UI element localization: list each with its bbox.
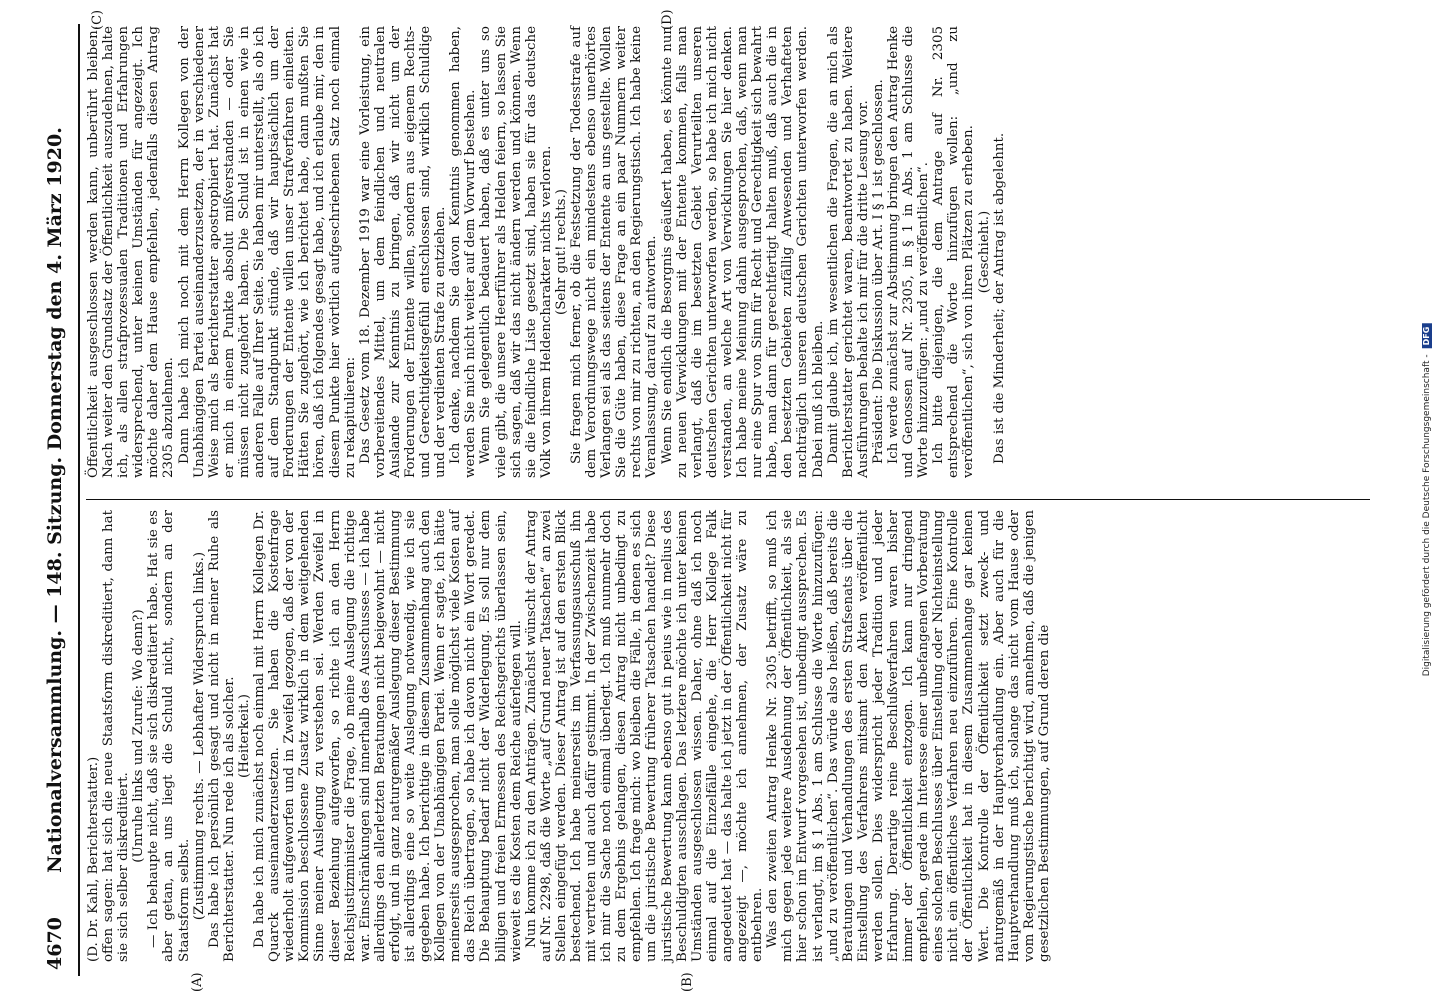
paragraph: Dann habe ich mich noch mit dem Herrn Kollegen von der Unabhängigen Partei auseinanderzusetzen, der in verschiedener Weise mich als Berichterstatter apostrophiert hat. Zunächst hat er mich in einem Punkte absolut mißverstanden — oder Sie müssen nicht zugehört haben. Die Schuld ist in einen wie in anderen Falle auf Ihrer Seite. Sie haben mir unterstellt, als ob ich auf dem Standpunkt stünde, daß wir hauptsächlich um der Forderungen der Entente willen unser Strafverfahren einleiten. Hätten Sie zugehört, wie ich berichtet habe, dann mußten Sie hören, daß ich folgendes gesagt habe, und ich erlaube mir, den in diesem Punkte hier wörtlich aufgeschriebenen Satz noch einmal zu rekapitulieren: (176, 26, 358, 478)
paragraph: Damit glaube ich, im wesentlichen die Fragen, die an mich als Berichterstatter gerichtet waren, beantwortet zu haben. Weitere Ausführungen behalte ich mir für die dritte Lesung vor. (825, 26, 871, 478)
right-text-column (86, 26, 1007, 478)
margin-letter-c: (C) (90, 9, 105, 30)
paragraph: Ich denke, nachdem Sie davon Kenntnis genommen haben, werden Sie mich nicht weiter auf dem Vorwurf bestehen. (448, 26, 479, 478)
paragraph: Da habe ich mich zunächst noch einmal mit Herrn Kollegen Dr. Quarck auseinanderzusetzen. Sie haben die Kostenfrage wiederholt aufgeworfen und in Zweifel gezogen, daß der von der Kommission beschlossene Zusatz wirklich in dem weitgehenden Sinne meiner Auslegung zu verstehen sei. Werden Zweifel in dieser Beziehung aufgeworfen, so richte ich an den Herrn Reichsjustizminister die Frage, ob meine Auslegung die richtige war. Einschränkungen sind innerhalb des Ausschusses — ich habe allerdings den allerletzten Beratungen nicht beigewohnt — nicht erfolgt, und in ganz naturgemäßer Auslegung dieser Bestimmung ist allerdings eine so weite Auslegung notwendig, wie ich sie gegeben habe. Ich berichtige in diesem Zusammenhang auch den Kollegen von der Unabhängigen Partei. Wenn er sagte, ich hätte meinerseits ausgesprochen, man solle möglichst viele Kosten auf das Reich übertragen, so habe ich davon nicht ein Wort geredet. Die Behauptung bedarf nicht der Widerlegung. Es soll nur dem billigen und freien Ermessen des Reichsgerichts überlassen sein, wieweit es die Kosten dem Reiche auferlegen will. (252, 510, 524, 962)
paragraph: Präsident: Die Diskussion über Art. I § 1 ist geschlossen. (870, 79, 886, 464)
credit-text: Digitalisierung gefördert durch die Deutsche Forschungsgemeinschaft - (1422, 354, 1432, 677)
paragraph: Nun komme ich zu den Anträgen. Zunächst wünscht der Antrag auf Nr. 2298, daß die Worte „auf Grund neuer Tatsachen“ an zwei Stellen eingefügt werden. Dieser Antrag ist auf den ersten Blick bestechend. Ich habe meinerseits im Verfassungsausschuß ihn mit vertreten und auch dafür gestimmt. In der Zwischenzeit habe ich mir die Sache noch einmal überlegt. Ich muß nunmehr doch zu dem Ergebnis gelangen, diesen Antrag nicht unbedingt zu empfehlen. Ich frage mich: wo bleiben die Fälle, in denen es sich um die juristische Bewertung früherer Tatsachen handelt? Diese juristische Bewertung kann ebenso gut in peius wie in melius des Beschuldigten ausschlagen. Das letztere möchte ich unter keinen Umständen ausgeschlossen wissen. Daher, ohne daß ich noch einmal auf die Einzelfälle eingehe, die Herr Kollege Falk angedeutet hat — das halte ich jetzt in der Öffentlichkeit nicht für angezeigt —, möchte ich annehmen, der Zusatz wäre zu entbehren. (523, 510, 766, 962)
paragraph: Öffentlichkeit ausgeschlossen werden kann, unberührt bleiben. Nach weiter den Grundsatz der Öffentlichkeit auszudehnen, halte ich, als allen strafprozessualen Traditionen und Erfahrungen widersprechend, unter keinen Umständen für angezeigt. Ich möchte daher dem Hause empfehlen, jedenfalls diesen Antrag 2305 abzulehnen. (86, 26, 177, 478)
paragraph: Wenn Sie gelegentlich bedauert haben, daß es unter uns so viele gibt, die unsere Heerführer als Helden feiern, so lassen Sie sich sagen, daß wir das nicht ändern werden und können. Wenn sie die feindliche Liste gesetzt sind, haben sie für das deutsche Volk von ihrem Heldencharakter nichts verloren. (478, 26, 554, 478)
paragraph: Ich bitte diejenigen, die dem Antrage auf Nr. 2305 entsprechend die Worte hinzufügen wollen: „und zu veröffentlichen“, sich von ihren Plätzen zu erheben. (931, 26, 977, 478)
paragraph: Wenn Sie endlich die Besorgnis geäußert haben, es könnte nun zu neuen Verwicklungen mit der Entente kommen, falls man verlangt, daß die im besetzten Gebiet Verurteilten unseren deutschen Gerichten unterworfen werden, so habe ich mich nicht verstanden, an welche Art von Verwicklungen Sie hier denken. Ich habe meine Meinung dahin ausgesprochen, daß, wenn man nur eine Spur von Sinn für Recht und Gerechtigkeit sich bewahrt habe, man dann für gerechtfertigt halten muß, daß auch die in den besetzten Gebieten zufällig Anwesenden und Verhafteten nachträglich unseren deutschen Gerichten unterworfen werden. Dabei muß ich bleiben. (659, 26, 826, 478)
rotated-page (20, 0, 1400, 1000)
digitization-credit (1420, 0, 1434, 1000)
page-number: 4670 (44, 917, 66, 970)
paragraph: Das habe ich persönlich gesagt und nicht in meiner Ruhe als Berichterstatter. Nun rede ich als solcher. (206, 510, 237, 962)
page-header (44, 30, 72, 970)
paragraph: — Ich behaupte nicht, daß sie sich diskreditiert habe. Hat sie es aber getan, an uns liegt die Schuld nicht, sondern an der Staatsform selbst. (146, 510, 192, 962)
paragraph: Sie fragen mich ferner, ob die Festsetzung der Todesstrafe auf dem Verordnungswege nicht ein mindestens ebenso unerhörtes Verlangen sei als das seitens der Entente an uns gestellte. Wollen Sie die Güte haben, diese Frage an ein paar Nummern weiter rechts von mir zu richten, an den Regierungstisch. Ich habe keine Veranlassung, darauf zu antworten. (569, 26, 660, 478)
left-text-column (86, 510, 1052, 962)
margin-letter-b: (B) (680, 972, 695, 992)
column-divider (86, 499, 1370, 500)
paragraph: Das Gesetz vom 18. Dezember 1919 war eine Vorleistung, ein vorbereitendes Mittel, um dem feindlichen und neutralen Auslande zur Kenntnis zu bringen, daß wir nicht um der Forderungen der Entente willen, sondern aus eigenem Rechts- und Gerechtigkeitsgefühl entschlossen sind, wirklich Schuldige und der verdienten Strafe zu entziehen. (357, 26, 449, 478)
header-rule (78, 24, 80, 976)
paragraph: (Geschieht.) (976, 210, 992, 294)
paragraph: (D. Dr. Kahl, Berichterstatter.) (86, 756, 101, 962)
paragraph: Ich werde zunächst zur Abstimmung bringen den Antrag Henke und Genossen auf Nr. 2305, in § 1 in Abs. 1 am Schlusse die Worte hinzuzufügen: „und zu veröffentlichen“. (885, 26, 932, 478)
margin-letter-d: (D) (660, 9, 675, 30)
paragraph: Das ist die Minderheit; der Antrag ist abgelehnt. (991, 132, 1007, 464)
page-title: Nationalversammlung. — 148. Sitzung. Donnerstag den 4. März 1920. (44, 127, 66, 873)
paragraph: (Unruhe links und Zurufe: Wo denn?) (131, 609, 147, 863)
credit-line (1422, 324, 1432, 677)
paragraph: offen sagen: hat sich die neue Staatsform diskreditiert, dann hat sie sich selber diskreditiert. (101, 510, 132, 962)
dfg-logo: DFG (1422, 324, 1432, 349)
paragraph: (Zustimmung rechts. — Lebhafter Widerspruch links.) (191, 551, 207, 921)
paragraph: Was den zweiten Antrag Henke Nr. 2305 betrifft, so muß ich mich gegen jede weitere Ausdehnung der Öffentlichkeit, als sie hier schon im Entwurf vorgesehen ist, unbedingt aussprechen. Es ist verlangt, im § 1 Abs. 1 am Schlusse die Worte hinzuzufügen: „und zu veröffentlichen“. Das würde also heißen, daß bereits die Beratungen und Verhandlungen des ersten Strafsenats über die Einstellung des Verfahrens mitsamt den Akten veröffentlicht werden sollen. Dies widerspricht jeder Tradition und jeder Erfahrung. Derartige reine Beschlußverfahren waren bisher immer der Öffentlichkeit entzogen. Ich kann nur dringend empfehlen, gerade im Interesse einer unbefangenen Vorberatung eines solchen Beschlusses über Einstellung oder Nichteinstellung nicht ein öffentliches Verfahren neu einzuführen. Eine Kontrolle der Öffentlichkeit hat in diesem Zusammenhange gar keinen Wert. Die Kontrolle der Öffentlichkeit setzt zweck- und naturgemäß in der Hauptverhandlung ein. Aber auch für die Hauptverhandlung muß ich, solange das nicht vom Hause oder vom Regierungstische berichtigt wird, annehmen, daß die jenigen gesetzlichen Bestimmungen, auf Grund deren die (765, 510, 1052, 962)
paragraph: (Sehr gut! rechts.) (553, 189, 569, 316)
margin-letter-a: (A) (190, 972, 205, 992)
paragraph: (Heiterkeit.) (236, 694, 252, 778)
